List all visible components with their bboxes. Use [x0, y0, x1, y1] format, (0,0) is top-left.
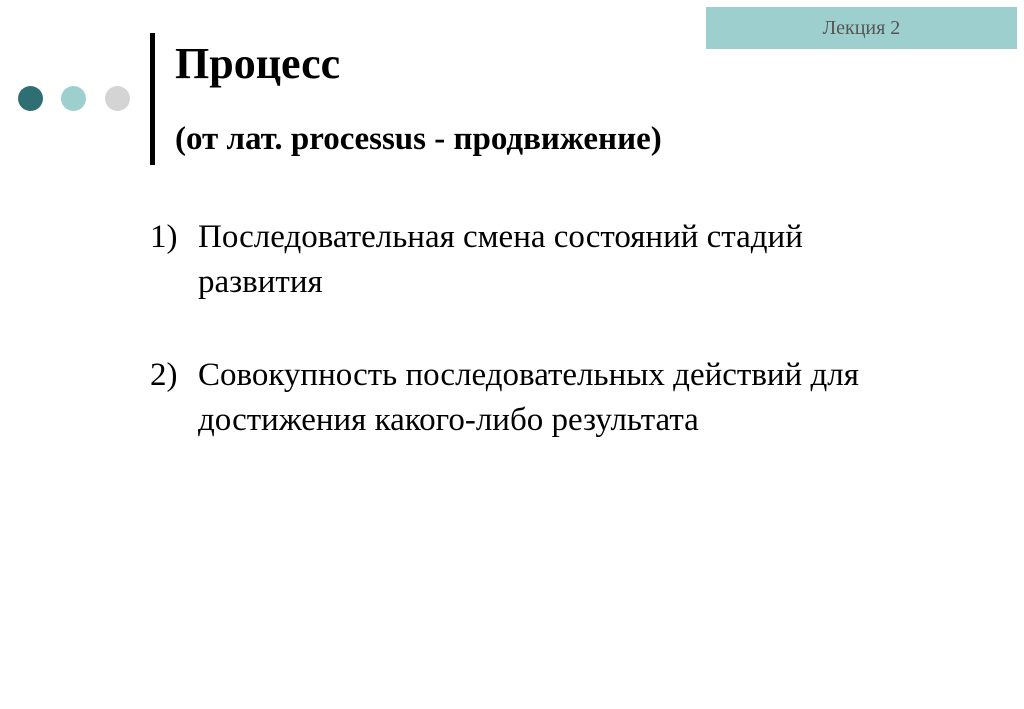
list-item-text: Последовательная смена состояний стадий развития — [198, 219, 803, 300]
list-item — [150, 215, 910, 305]
definition-list — [150, 215, 910, 443]
slide-title: Процесс — [175, 39, 341, 88]
lecture-label — [706, 7, 1017, 49]
list-item — [150, 353, 910, 443]
list-item-text: Совокупность последовательных действий для достижения какого-либо результата — [198, 357, 859, 438]
title-divider — [150, 33, 155, 165]
dot-light-icon — [61, 86, 86, 111]
dot-dark-icon — [18, 86, 43, 111]
lecture-label-text: Лекция 2 — [822, 16, 901, 39]
list-item-number: 2) — [150, 357, 178, 393]
dot-gray-icon — [105, 86, 130, 111]
list-item-number: 1) — [150, 219, 178, 255]
slide-subtitle: (от лат. processus - продвижение) — [175, 121, 662, 157]
